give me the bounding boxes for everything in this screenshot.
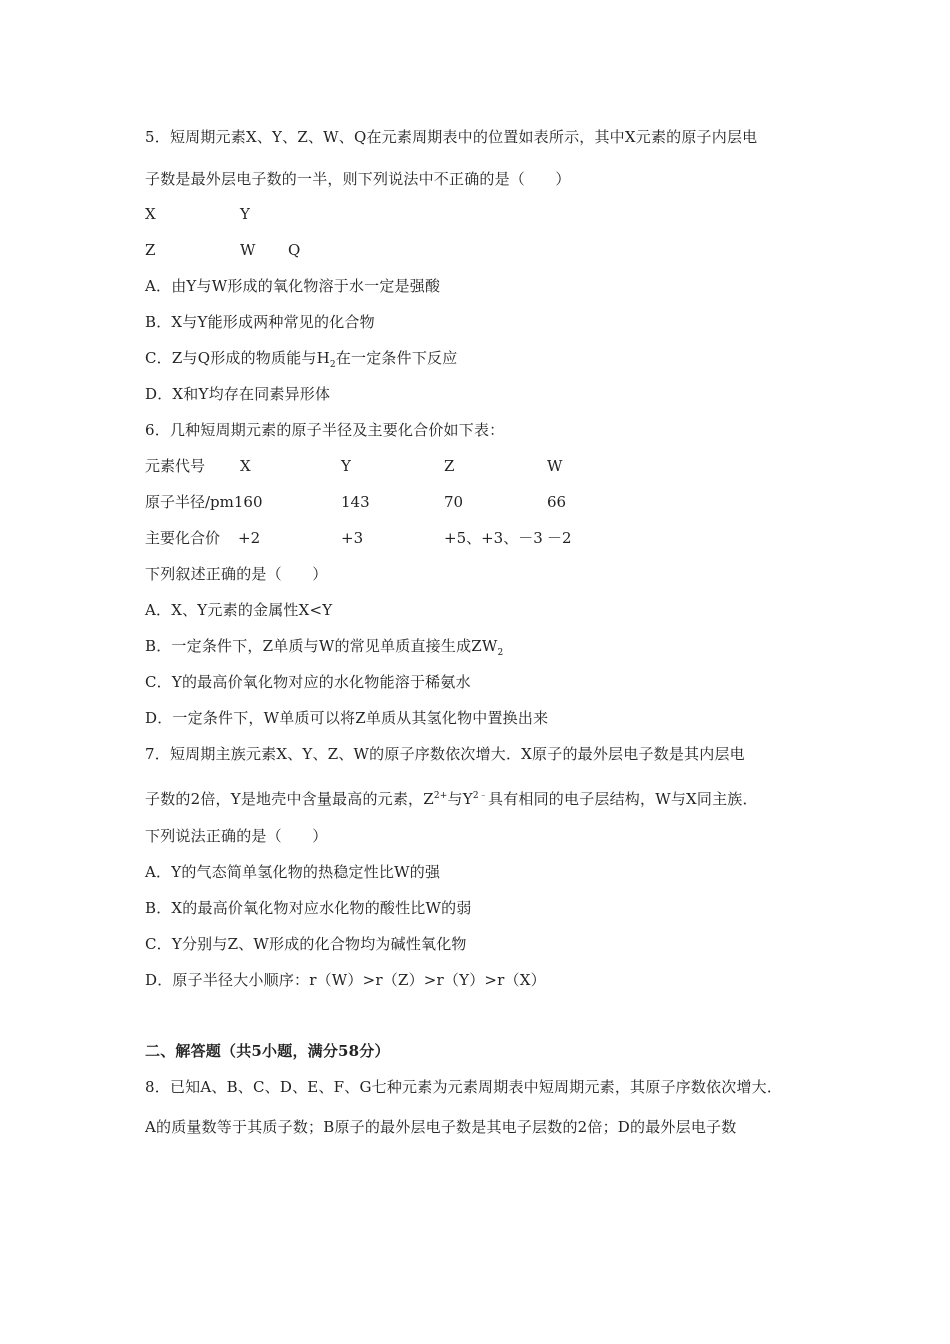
q6-table-cell: X	[240, 457, 251, 475]
q7-stem-line2: 子数的2倍，Y是地壳中含量最高的元素，$Z^{2+}$与$Y^{2﹣}$具有相同的电子层结构，W与X同主族．	[145, 790, 758, 808]
q6-table-cell: 66	[547, 493, 567, 511]
q5-table-cell: Y	[240, 205, 250, 223]
q7-option-d: D．原子半径大小顺序：r（W）>r（Z）>r（Y）>r（X）	[145, 971, 546, 989]
q6-table-cell: 原子半径/pm160	[145, 493, 263, 511]
q6-table-cell: 主要化合价	[145, 529, 221, 547]
q6-table-cell: +5、+3、－3	[444, 529, 543, 547]
q7-stem-line1: 7．短周期主族元素X、Y、Z、W的原子序数依次增大．X原子的最外层电子数是其内层电	[145, 745, 745, 763]
q7-prompt: 下列说法正确的是（ ）	[145, 827, 328, 845]
q5-table-cell: Q	[288, 241, 301, 259]
q7-option-b: B．X的最高价氧化物对应水化物的酸性比W的弱	[145, 899, 472, 917]
q6-option-c: C．Y的最高价氧化物对应的水化物能溶于稀氨水	[145, 673, 471, 691]
q6-table-cell: +2	[238, 529, 261, 547]
q6-table-cell: W	[547, 457, 563, 475]
q5-table-cell: Z	[145, 241, 156, 259]
q5-option-a: A．由Y与W形成的氧化物溶于水一定是强酸	[145, 277, 441, 295]
q5-option-d: D．X和Y均存在同素异形体	[145, 385, 331, 403]
q6-table-cell: 70	[444, 493, 464, 511]
q6-table-cell: Z	[444, 457, 455, 475]
q6-table-cell: +3	[341, 529, 364, 547]
q7-option-a: A．Y的气态简单氢化物的热稳定性比W的强	[145, 863, 441, 881]
q6-option-b: B．一定条件下，Z单质与W的常见单质直接生成$ZW_2$	[145, 637, 504, 658]
q5-stem-line2: 子数是最外层电子数的一半，则下列说法中不正确的是（ ）	[145, 170, 571, 188]
q8-stem-line1: 8．已知A、B、C、D、E、F、G七种元素为元素周期表中短周期元素，其原子序数依次增大．	[145, 1078, 783, 1096]
q6-stem: 6．几种短周期元素的原子半径及主要化合价如下表：	[145, 421, 505, 439]
q8-stem-line2: A的质量数等于其质子数；B原子的最外层电子数是其电子层数的2倍；D的最外层电子数	[145, 1118, 737, 1136]
q6-option-d: D．一定条件下，W单质可以将Z单质从其氢化物中置换出来	[145, 709, 549, 727]
q6-prompt: 下列叙述正确的是（ ）	[145, 565, 328, 583]
q5-table-cell: W	[240, 241, 256, 259]
q5-option-b: B．X与Y能形成两种常见的化合物	[145, 313, 375, 331]
q6-option-a: A．X、Y元素的金属性X<Y	[145, 601, 333, 619]
q6-table-cell: 143	[341, 493, 370, 511]
section-heading: 二、解答题（共5小题，满分58分）	[145, 1042, 390, 1060]
q6-table-cell: Y	[341, 457, 351, 475]
q6-table-cell: 元素代号	[145, 457, 206, 475]
q7-option-c: C．Y分别与Z、W形成的化合物均为碱性氧化物	[145, 935, 467, 953]
q5-stem-line1: 5．短周期元素X、Y、Z、W、Q在元素周期表中的位置如表所示，其中X元素的原子内层电	[145, 128, 758, 146]
q5-table-cell: X	[145, 205, 156, 223]
q5-option-c: C．Z与Q形成的物质能与$H_2$在一定条件下反应	[145, 349, 458, 370]
q6-table-cell: －2	[547, 529, 572, 547]
